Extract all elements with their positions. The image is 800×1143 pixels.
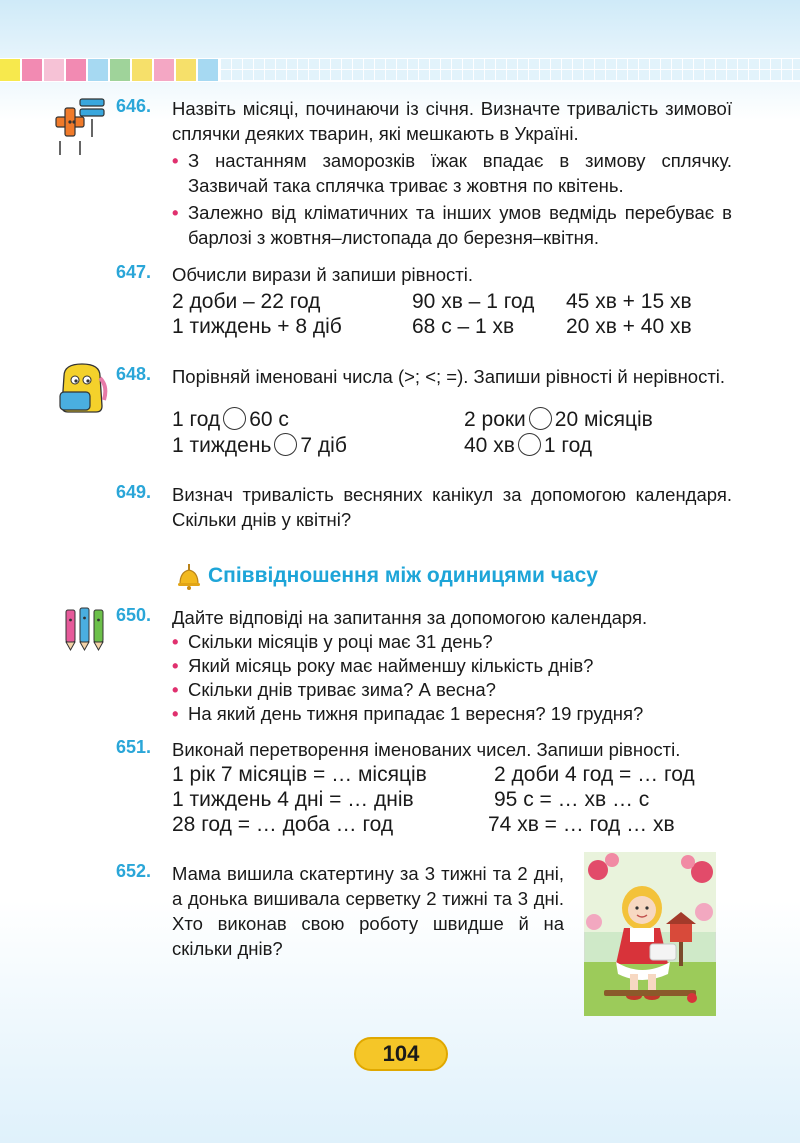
- stripe-cell: [66, 59, 88, 81]
- stripe-cell: [198, 59, 220, 81]
- comparison-left: 40 хв: [464, 434, 515, 457]
- task-text: Виконай перетворення іменованих чисел. Запиши рівності.: [172, 739, 681, 760]
- expression: 68 с – 1 хв: [412, 315, 515, 338]
- list-item: • Який місяць року має найменшу кількість днів?: [172, 654, 732, 678]
- section-title: Співвідношення між одиницями часу: [208, 564, 598, 587]
- backpack-icon: [54, 360, 110, 416]
- comparison: [464, 433, 592, 459]
- stripe-cell: [154, 59, 176, 81]
- task-text: Мама вишила скатертину за 3 тижні та 2 дні, а донька вишивала серветку 2 тижні та 3 дні. Хто виконав свою роботу швидше й на скільки днів?: [172, 863, 564, 959]
- bell-icon: [176, 562, 202, 590]
- expression: 1 тиждень + 8 діб: [172, 315, 342, 338]
- task-number: 647.: [116, 262, 152, 282]
- stripe-cell: [110, 59, 132, 81]
- math-symbols-icon: [52, 95, 108, 159]
- expression: 2 доби – 22 год: [172, 290, 321, 313]
- expression: 95 с = … хв … с: [494, 788, 650, 811]
- expression: 28 год = … доба … год: [172, 813, 394, 836]
- comparison-left: 1 год: [172, 408, 221, 431]
- stripe-cell: [0, 59, 22, 81]
- expression: 1 тиждень 4 дні = … днів: [172, 788, 414, 811]
- stripe-cell: [44, 59, 66, 81]
- task-text: Обчисли вирази й запиши рівності.: [172, 264, 473, 285]
- expression: 2 доби 4 год = … год: [494, 763, 695, 786]
- comparison-right: 60 с: [249, 408, 289, 431]
- task-text: Порівняй іменовані числа (>; <; =). Запиши рівності й нерівності.: [172, 366, 726, 387]
- top-color-stripe: [0, 58, 800, 82]
- expression: 90 хв – 1 год: [412, 290, 535, 313]
- compare-circle[interactable]: [223, 407, 246, 430]
- task-number: 648.: [116, 364, 152, 384]
- task-number: 646.: [116, 96, 152, 116]
- expression: 1 рік 7 місяців = … місяців: [172, 763, 427, 786]
- comparison-left: 2 роки: [464, 408, 526, 431]
- comparison-right: 1 год: [543, 434, 593, 457]
- comparison-left: 1 тиждень: [172, 434, 272, 457]
- girl-embroidering-illustration: [584, 852, 716, 1016]
- list-item: • Скільки днів триває зима? А весна?: [172, 678, 732, 702]
- task-number: 652.: [116, 861, 152, 881]
- expression: 45 хв + 15 хв: [566, 290, 692, 313]
- compare-circle[interactable]: [529, 407, 552, 430]
- task-text: Дайте відповіді на запитання за допомогою календаря.: [172, 607, 648, 628]
- comparison-right: 20 місяців: [554, 408, 653, 431]
- task-text: Назвіть місяці, починаючи із січня. Визначте тривалість зимової сплячки деяких тварин, які мешкають в Україні.: [172, 98, 732, 144]
- comparison: [464, 407, 653, 433]
- stripe-cell: [88, 59, 110, 81]
- task-number: 649.: [116, 482, 152, 502]
- task-number: 650.: [116, 605, 152, 625]
- section-heading: [176, 562, 598, 590]
- stripe-grid: [220, 59, 800, 81]
- list-item: • Скільки місяців у році має 31 день?: [172, 630, 732, 654]
- bullet-list: [172, 630, 732, 726]
- comparison: [172, 407, 289, 433]
- stripe-cell: [22, 59, 44, 81]
- list-item: • З настанням заморозків їжак впадає в зимову сплячку. Зазвичай така сплячка триває з жовтня по квітень.: [172, 148, 732, 198]
- pencils-icon: [62, 604, 108, 652]
- compare-circle[interactable]: [274, 433, 297, 456]
- comparison-right: 7 діб: [300, 434, 347, 457]
- compare-circle[interactable]: [518, 433, 541, 456]
- page-number: 104: [354, 1037, 448, 1071]
- expression: 74 хв = … год … хв: [488, 813, 675, 836]
- bullet-list: [172, 148, 732, 250]
- task-text: Визнач тривалість весняних канікул за допомогою календаря. Скільки днів у квітні?: [172, 484, 732, 530]
- list-item: • Залежно від кліматичних та інших умов ведмідь перебуває в барлозі з жовтня–листопада до березня–квітня.: [172, 200, 732, 250]
- list-item: • На який день тижня припадає 1 вересня? 19 грудня?: [172, 702, 732, 726]
- expression: 20 хв + 40 хв: [566, 315, 692, 338]
- comparison: [172, 433, 347, 459]
- task-number: 651.: [116, 737, 152, 757]
- stripe-cell: [132, 59, 154, 81]
- stripe-cell: [176, 59, 198, 81]
